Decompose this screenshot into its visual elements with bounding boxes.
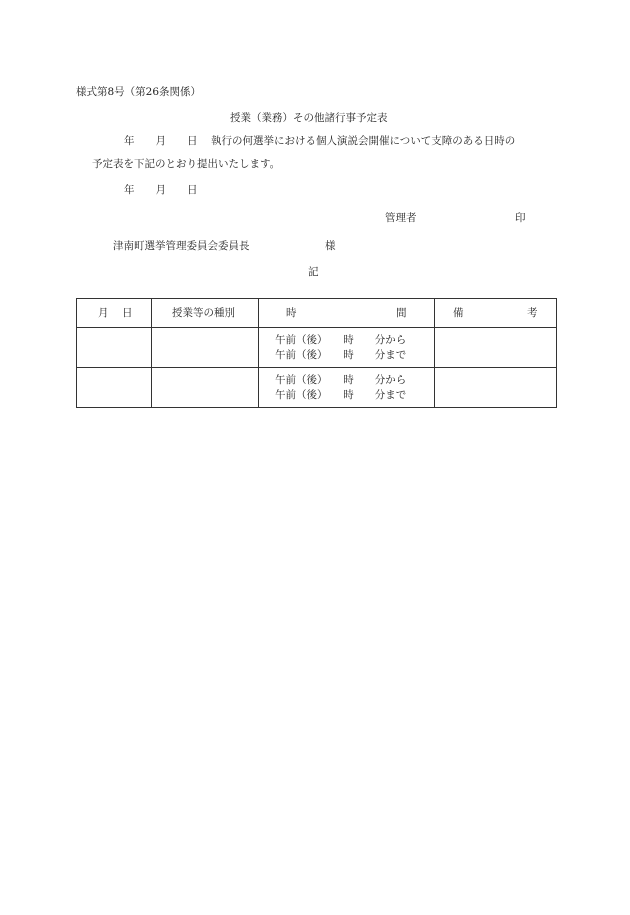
- time-to: 午前（後） 時 分まで: [275, 349, 407, 361]
- manager-label: 管理者: [385, 212, 417, 224]
- header-time-2: 間: [396, 307, 407, 319]
- schedule-table: [76, 298, 557, 408]
- table-header-row: [77, 299, 557, 328]
- header-type: [152, 299, 259, 328]
- header-day: 日: [122, 307, 133, 319]
- header-time-1: 時: [286, 307, 297, 319]
- cell-type[interactable]: [152, 368, 259, 408]
- document-title: 授業（業務）その他諸行事予定表: [230, 112, 388, 124]
- intro-date-label: 年 月 日: [124, 135, 198, 147]
- header-remarks-1: 備: [453, 307, 464, 319]
- header-remarks-2: 考: [527, 307, 538, 319]
- time-to: 午前（後） 時 分まで: [275, 389, 407, 401]
- header-time: [259, 299, 435, 328]
- cell-date[interactable]: [77, 368, 152, 408]
- cell-date[interactable]: [77, 328, 152, 368]
- seal-mark: 印: [515, 212, 526, 224]
- cell-time[interactable]: [259, 328, 435, 368]
- form-number: 様式第8号（第26条関係）: [76, 86, 202, 98]
- table-row: [77, 328, 557, 368]
- table-row: [77, 368, 557, 408]
- header-month-day: [77, 299, 152, 328]
- cell-time[interactable]: [259, 368, 435, 408]
- ki-heading: 記: [308, 266, 319, 278]
- addressee-honorific: 様: [325, 240, 336, 252]
- cell-remarks[interactable]: [435, 328, 557, 368]
- header-remarks: [435, 299, 557, 328]
- addressee-name: 津南町選挙管理委員会委員長: [113, 240, 250, 252]
- submission-date: 年 月 日: [124, 184, 198, 196]
- header-month: 月: [98, 307, 109, 319]
- time-from: 午前（後） 時 分から: [275, 334, 407, 346]
- time-from: 午前（後） 時 分から: [275, 374, 407, 386]
- header-type-label: 授業等の種別: [172, 307, 235, 319]
- cell-remarks[interactable]: [435, 368, 557, 408]
- intro-line-1: 執行の何選挙における個人演説会開催について支障のある日時の: [211, 135, 516, 147]
- cell-type[interactable]: [152, 328, 259, 368]
- intro-line-2: 予定表を下記のとおり提出いたします。: [92, 158, 281, 170]
